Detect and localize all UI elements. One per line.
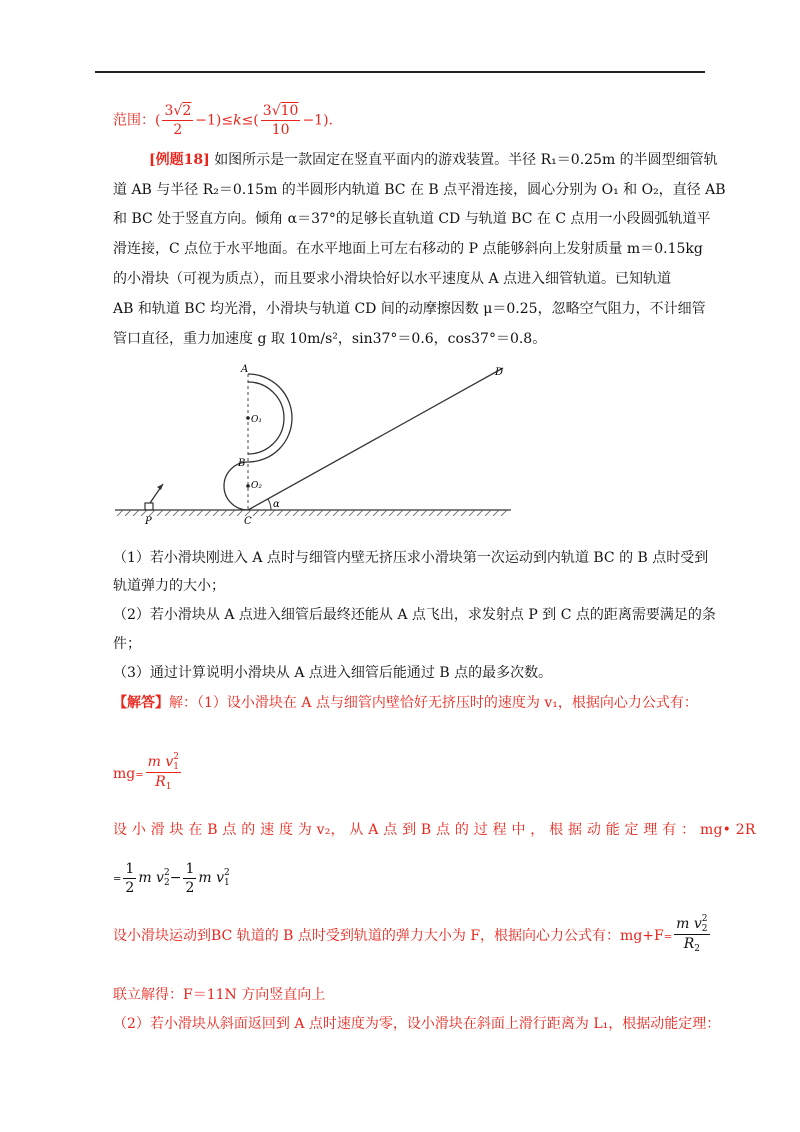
question-1-line-2: 轨道弹力的大小； <box>113 578 225 594</box>
launch-arrowhead <box>157 484 163 490</box>
label-C: C <box>244 516 252 527</box>
range-k: k <box>233 112 242 129</box>
eq3-R: R <box>683 936 695 952</box>
example-line-7: 管口直径，重力加速度 g 取 10m/s²，sin37°＝0.6，cos37°＝0.8。 <box>113 331 547 347</box>
eq2-half-2-num: 1 <box>185 860 195 877</box>
question-3: （3）通过计算说明小滑块从 A 点进入细管后能通过 B 点的最多次数。 <box>113 665 553 681</box>
range-right-fraction: $\frac{3√10}{10}$ <box>262 103 299 138</box>
example-tag: [例题18] <box>149 152 210 168</box>
answer-text: 解：（1）设小滑块在 A 点与细管内壁恰好无挤压时的速度为 v₁，根据向心力公式有： <box>169 695 698 711</box>
eq2-v-1: v <box>156 870 164 886</box>
eq3-R-sub: 2 <box>694 944 700 954</box>
label-alpha: α <box>273 499 280 510</box>
eq3-fraction <box>674 914 709 958</box>
eq2-m-1: m <box>138 870 152 886</box>
range-right-den: 10 <box>271 122 290 138</box>
example-line-3: 和 BC 处于竖直方向。倾角 α＝37°的足够长直轨道 CD 与轨道 BC 在 C 点用一小段圆弧轨道平 <box>113 211 711 227</box>
range-label: 范围： <box>113 112 155 129</box>
eq3-sup: 2 <box>701 914 708 924</box>
range-leq-1: ≤ <box>221 112 234 129</box>
range-formula: 范围：( $\frac{3√2}{2}$ −1)≤k≤( $\frac{3√10}{10}$ −1). <box>113 103 333 138</box>
eq2-half-1 <box>123 860 136 897</box>
eq1-equals: = <box>135 770 144 781</box>
eq3-m: m <box>676 916 690 932</box>
range-left-radicand: 2 <box>182 103 192 119</box>
eq3-sub: 2 <box>701 924 708 934</box>
example-line-5: 的小滑块（可视为质点），而且要求小滑块恰好以水平速度从 A 点进入细管轨道。已知轨道 <box>113 271 672 287</box>
ground-hatching <box>117 510 507 516</box>
eq1-sub: 1 <box>173 762 180 772</box>
answer-line-3-text: 设小滑块运动到BC 轨道的 B 点时受到轨道的弹力大小为 F，根据向心力公式有：mg+F <box>113 928 664 944</box>
centre-O2 <box>246 484 250 488</box>
eq1-sup: 2 <box>173 752 180 762</box>
example-line-1 <box>149 150 718 170</box>
answer-line-5: （2）若小滑块从斜面返回到 A 点时速度为零，设小滑块在斜面上滑行距离为 L₁，根据动能定理： <box>113 1016 721 1032</box>
label-O1: O₁ <box>251 415 262 425</box>
angle-arc <box>268 499 271 510</box>
range-left-coef: 3 <box>164 103 174 119</box>
eq2-v-2: v <box>216 870 225 886</box>
range-left-minus: −1 <box>195 112 216 129</box>
eq2-minus: − <box>169 870 182 886</box>
label-A: A <box>241 364 249 375</box>
equation-1 <box>113 752 183 798</box>
launcher <box>145 503 153 510</box>
answer-line-2: 设 小 滑 块 在 B 点 的 速 度 为 v₂， 从 A 点 到 B 点 的 过 程 中 ， 根 据 动 能 定 理 有 ： mg• 2R <box>113 822 756 838</box>
header-rule <box>95 71 705 73</box>
question-2-line-1: （2）若小滑块从 A 点进入细管后最终还能从 A 点飞出，求发射点 P 到 C 点的距离需要满足的条 <box>113 607 716 623</box>
eq1-fraction <box>146 752 181 796</box>
track-diagram <box>113 360 513 530</box>
range-right-minus: −1 <box>302 112 324 129</box>
range-right-coef: 3 <box>262 103 272 119</box>
label-D: D <box>495 367 504 378</box>
question-2-line-2: 件； <box>113 636 141 652</box>
eq2-sup-2: 2 <box>224 868 230 878</box>
answer-line-3 <box>113 914 712 960</box>
eq3-v: v <box>693 916 702 932</box>
answer-line-1 <box>113 693 698 713</box>
eq2-equals: = <box>113 874 122 885</box>
eq2-half-1-num: 1 <box>125 860 135 877</box>
track-arc-BC <box>224 462 248 510</box>
eq2-sup-1: 2 <box>163 868 170 878</box>
eq2-sub-1: 2 <box>163 878 170 888</box>
eq1-lhs: mg <box>113 766 136 782</box>
range-right-radicand: 10 <box>280 103 299 119</box>
eq2-half-1-den: 2 <box>125 879 135 896</box>
equation-2 <box>113 856 230 902</box>
example-line-2: 道 AB 与半径 R₂＝0.15m 的半圆形内轨道 BC 在 B 点平滑连接，圆心分别为 O₁ 和 O₂，直径 AB <box>113 182 726 198</box>
centre-O1 <box>246 416 250 420</box>
label-O2: O₂ <box>251 481 262 491</box>
eq1-R-sub: 1 <box>165 782 172 792</box>
eq2-half-2 <box>183 860 196 897</box>
example-text: 如图所示是一款固定在竖直平面内的游戏装置。半径 R₁＝0.25m 的半圆型细管轨 <box>214 152 718 168</box>
eq2-half-2-den: 2 <box>185 879 195 896</box>
example-line-4: 滑连接，C 点位于水平地面。在水平地面上可左右移动的 P 点能够斜向上发射质量 m＝0.15kg <box>113 241 703 257</box>
eq1-R: R <box>155 774 166 790</box>
range-left-fraction: $\frac{3√2}{2}$ <box>164 103 192 138</box>
range-leq-2: ≤ <box>241 112 254 129</box>
answer-tag: 【解答】 <box>113 695 169 711</box>
answer-line-4: 联立解得：F＝11N 方向竖直向上 <box>113 987 326 1003</box>
eq3-equals: = <box>663 932 673 943</box>
eq2-m-2: m <box>198 870 212 886</box>
eq2-sub-2: 1 <box>224 878 230 888</box>
eq1-v: v <box>165 754 174 770</box>
example-line-6: AB 和轨道 BC 均光滑，小滑块与轨道 CD 间的动摩擦因数 μ＝0.25，忽略空气阻力，不计细管 <box>113 301 706 317</box>
label-B: B <box>238 458 246 469</box>
range-period: . <box>328 112 333 129</box>
eq1-m: m <box>147 754 161 770</box>
range-left-den: 2 <box>173 122 183 138</box>
label-P: P <box>145 516 152 527</box>
question-1-line-1: （1）若小滑块刚进入 A 点时与细管内壁无挤压求小滑块第一次运动到内轨道 BC 的 B 点时受到 <box>113 550 709 566</box>
